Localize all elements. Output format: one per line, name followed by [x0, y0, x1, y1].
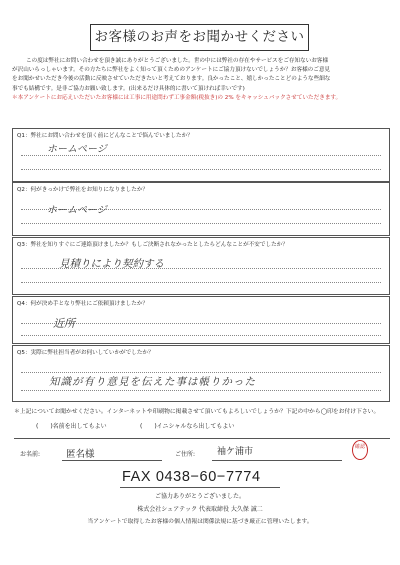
question-3-box [12, 237, 390, 295]
intro-line: 事でも結構です。是非ご協力お願い致します。(出来るだけ具体的に書いて頂ければ幸いです) [12, 85, 245, 92]
name-value: 匿名様 [66, 449, 95, 460]
fax-underline [120, 487, 280, 488]
answer-line [21, 390, 381, 391]
question-2-label: Q2：何がきっかけで弊社をお知りになりましたか？ [17, 187, 149, 193]
fax-number: FAX 0438−60−7774 [122, 469, 261, 485]
confirmation-stamp: 確認 [352, 440, 368, 460]
address-underline [212, 460, 342, 461]
answer-line [21, 335, 381, 336]
answer-line [21, 155, 381, 156]
question-2-box [12, 182, 390, 236]
name-underline [62, 460, 162, 461]
option-name-ok[interactable]: ( )名前を出してもよい [36, 423, 107, 430]
answer-line [21, 372, 381, 373]
question-4-answer: 近所 [53, 317, 75, 330]
answer-line [21, 169, 381, 170]
address-label: ご住所: [175, 451, 196, 458]
question-2-answer: ホームページ [47, 205, 107, 216]
option-initial-ok[interactable]: ( )イニシャルなら出してもよい [140, 423, 235, 430]
cashback-notice: ＊本アンケートにお応えいただいたお客様には工事に用途問わず工事金額(税抜き)の 2% をキャッシュバックさせていただきます。 [12, 94, 342, 101]
address-value: 袖ケ浦市 [217, 447, 254, 457]
answer-line [21, 282, 381, 283]
question-3-label: Q3：弊社を知りすぐにご連絡頂けましたか？もしご決断されなかったとしたらどんなことが不安でしたか？ [17, 242, 288, 248]
intro-text [12, 57, 390, 103]
name-label: お名前: [20, 451, 41, 458]
question-5-box [12, 345, 390, 402]
answer-line [21, 223, 381, 224]
privacy-notice: 当アンケートで取得したお客様の個人情報は関係法規に基づき厳正に管理いたします。 [87, 519, 313, 525]
intro-line: が沢山いらっしゃいます。その方たちに弊社をよく知って頂くためのアンケートにご協力頂けないでしょうか？お客様のご意見 [12, 67, 331, 74]
thanks-text: ご協力ありがとうございました。 [154, 493, 245, 500]
intro-line: をお聞かせいただき今後の活動に反映させていただきたいと考えております。良かったこと、嬉しかったことどのような些細な [12, 76, 331, 83]
question-1-box [12, 128, 390, 182]
page-title: お客様のお声をお聞かせください [90, 24, 309, 51]
intro-line: この度は弊社にお問い合わせを頂き誠にありがとうございました。世の中には弊社の存在やサービスをご存知ないお客様 [26, 58, 329, 64]
question-3-answer: 見積りにより契約する [59, 258, 164, 270]
question-5-label: Q5：実際に弊社担当者がお伺いしていかがでしたか？ [17, 350, 154, 356]
question-1-label: Q1：弊社にお問い合わせを頂く前にどんなことで悩んでいましたか？ [17, 133, 193, 139]
publication-consent-note: ＊上記についてお聞かせください。インターネットや印刷物に掲載させて頂いてもよろしいでしょうか？下記の中から◯印をお付け下さい。 [14, 409, 380, 415]
question-5-answer: 知識が有り意見を伝えた事は帳りかった [49, 376, 256, 388]
question-4-label: Q4：何が決め手となり弊社にご依頼頂けましたか？ [17, 301, 149, 307]
question-4-box [12, 296, 390, 344]
answer-line [21, 323, 381, 324]
question-1-answer: ホームページ [47, 144, 107, 155]
company-signature: 株式会社シェアテック 代表取締役 大久保 誠二 [137, 506, 263, 513]
divider [14, 438, 390, 439]
